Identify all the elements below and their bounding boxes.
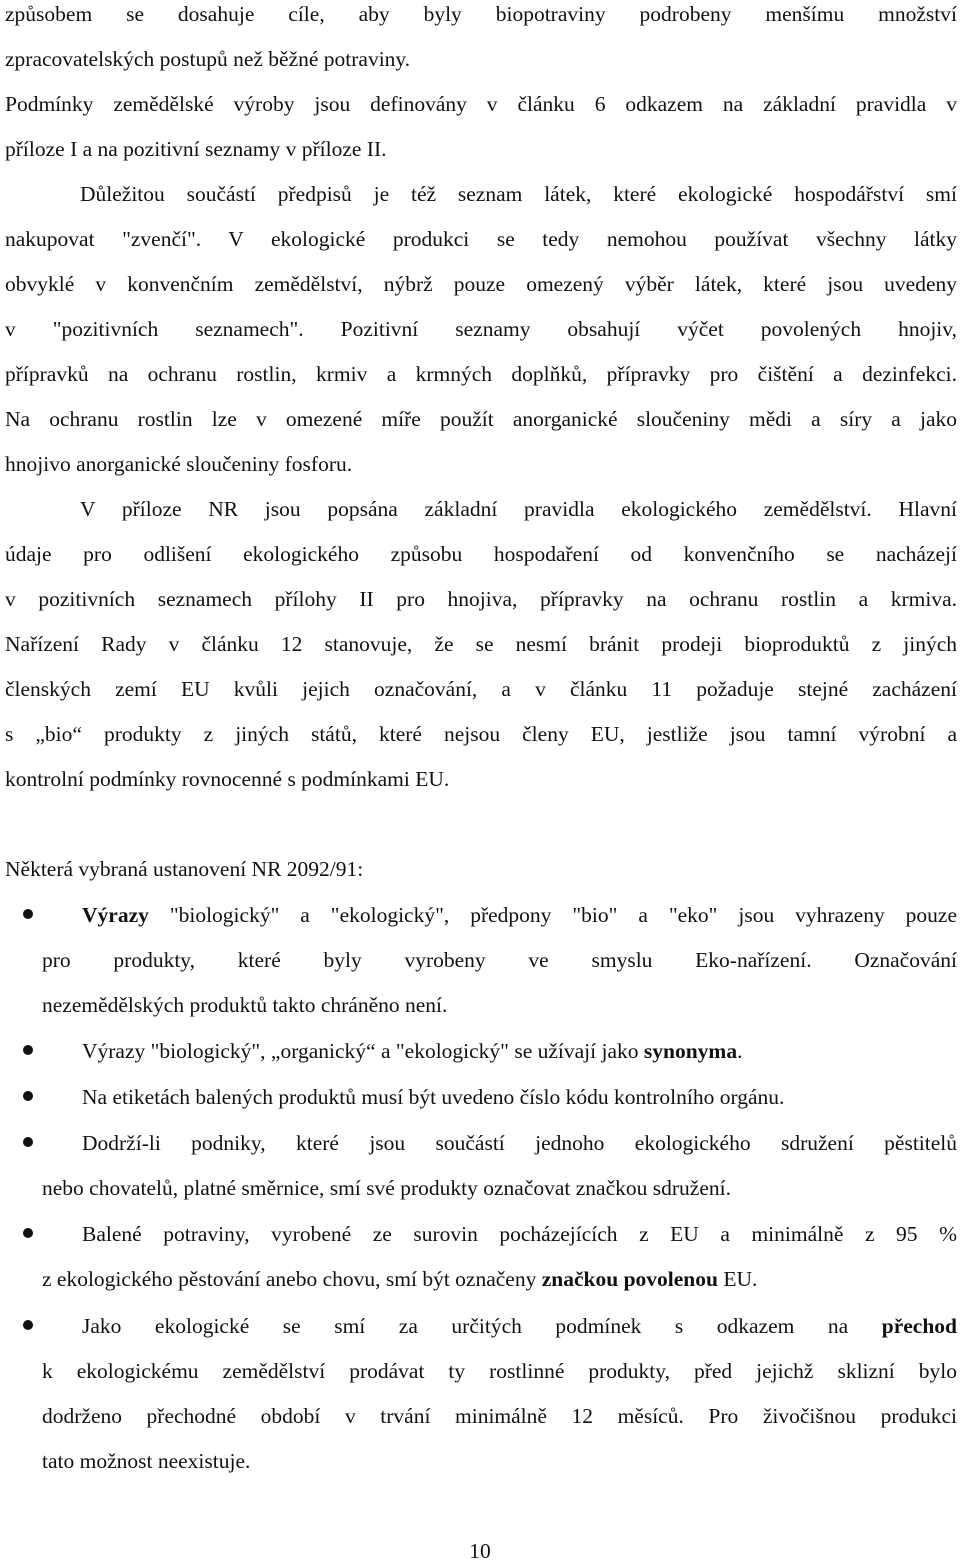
text-line: údaje pro odlišení ekologického způsobu hospodaření od konvenčního se nacházejí	[5, 542, 957, 566]
bullet-icon	[23, 1091, 33, 1101]
bold-term: synonyma	[643, 1039, 738, 1063]
page-number: 10	[469, 1539, 491, 1563]
text-line: obvyklé v konvenčním zemědělství, nýbrž pouze omezený výběr látek, které jsou uvedeny	[5, 272, 957, 296]
text-line: v pozitivních seznamech přílohy II pro hnojiva, přípravky na ochranu rostlin a krmiva.	[5, 587, 957, 611]
bullet-line	[82, 902, 957, 928]
text-line: členských zemí EU kvůli jejich označování, a v článku 11 požaduje stejné zacházení	[5, 677, 957, 701]
bold-term: značkou povolenou	[541, 1267, 718, 1291]
text-span: .	[737, 1039, 743, 1063]
text-line: hnojivo anorganické sloučeniny fosforu.	[5, 452, 353, 476]
bullet-icon	[23, 1137, 33, 1147]
text-line: v "pozitivních seznamech". Pozitivní seznamy obsahují výčet povolených hnojiv,	[5, 317, 957, 341]
bullet-icon	[23, 1228, 33, 1238]
text-line: přípravků na ochranu rostlin, krmiv a krmných doplňků, přípravky pro čištění a dezinfekci.	[5, 362, 957, 386]
bullet-line: Na etiketách balených produktů musí být uvedeno číslo kódu kontrolního orgánu.	[82, 1085, 785, 1109]
text-line: zpracovatelských postupů než běžné potraviny.	[5, 47, 411, 71]
section-heading: Některá vybraná ustanovení NR 2092/91:	[5, 857, 364, 881]
text-span: Jako ekologické se smí za určitých podmínek s odkazem na	[82, 1314, 882, 1338]
bullet-icon	[23, 909, 33, 919]
bullet-line	[42, 1266, 757, 1292]
text-line: způsobem se dosahuje cíle, aby byly biopotraviny podrobeny menšímu množství	[5, 2, 957, 26]
text-line: nakupovat "zvenčí". V ekologické produkci se tedy nemohou používat všechny látky	[5, 227, 957, 251]
bullet-line: k ekologickému zemědělství prodávat ty rostlinné produkty, před jejichž sklizní bylo	[42, 1359, 957, 1383]
bold-term: Výrazy	[82, 903, 149, 927]
text-line: Podmínky zemědělské výroby jsou definovány v článku 6 odkazem na základní pravidla v	[5, 92, 957, 116]
bullet-line	[82, 1313, 957, 1339]
text-line: Nařízení Rady v článku 12 stanovuje, že se nesmí bránit prodeji bioproduktů z jiných	[5, 632, 957, 656]
text-line: V příloze NR jsou popsána základní pravidla ekologického zemědělství. Hlavní	[80, 497, 957, 521]
bullet-icon	[23, 1045, 33, 1055]
bold-term: přechod	[881, 1314, 957, 1338]
bullet-line: nezemědělských produktů takto chráněno není.	[42, 993, 448, 1017]
bullet-line: dodrženo přechodné období v trvání minimálně 12 měsíců. Pro živočišnou produkci	[42, 1404, 957, 1428]
bullet-icon	[23, 1320, 33, 1330]
text-span: "biologický" a "ekologický", předpony "bio" a "eko" jsou vyhrazeny pouze	[148, 903, 957, 927]
text-line: Důležitou součástí předpisů je též seznam látek, které ekologické hospodářství smí	[80, 182, 957, 206]
text-line: příloze I a na pozitivní seznamy v příloze II.	[5, 137, 387, 161]
bullet-line: Balené potraviny, vyrobené ze surovin pocházejících z EU a minimálně z 95 %	[82, 1222, 957, 1246]
text-span: z ekologického pěstování anebo chovu, smí být označeny	[42, 1267, 542, 1291]
text-span: Výrazy "biologický", „organický“ a "ekologický" se užívají jako	[82, 1039, 644, 1063]
text-line: Na ochranu rostlin lze v omezené míře použít anorganické sloučeniny mědi a síry a jako	[5, 407, 957, 431]
text-span: EU.	[717, 1267, 758, 1291]
bullet-line: Dodrží-li podniky, které jsou součástí jednoho ekologického sdružení pěstitelů	[82, 1131, 957, 1155]
bullet-line: tato možnost neexistuje.	[42, 1449, 251, 1473]
text-line: s „bio“ produkty z jiných států, které nejsou členy EU, jestliže jsou tamní výrobní a	[5, 722, 957, 746]
bullet-line: pro produkty, které byly vyrobeny ve smyslu Eko-nařízení. Označování	[42, 948, 957, 972]
bullet-line: nebo chovatelů, platné směrnice, smí své produkty označovat značkou sdružení.	[42, 1176, 731, 1200]
bullet-line	[82, 1038, 742, 1064]
text-line: kontrolní podmínky rovnocenné s podmínkami EU.	[5, 767, 450, 791]
